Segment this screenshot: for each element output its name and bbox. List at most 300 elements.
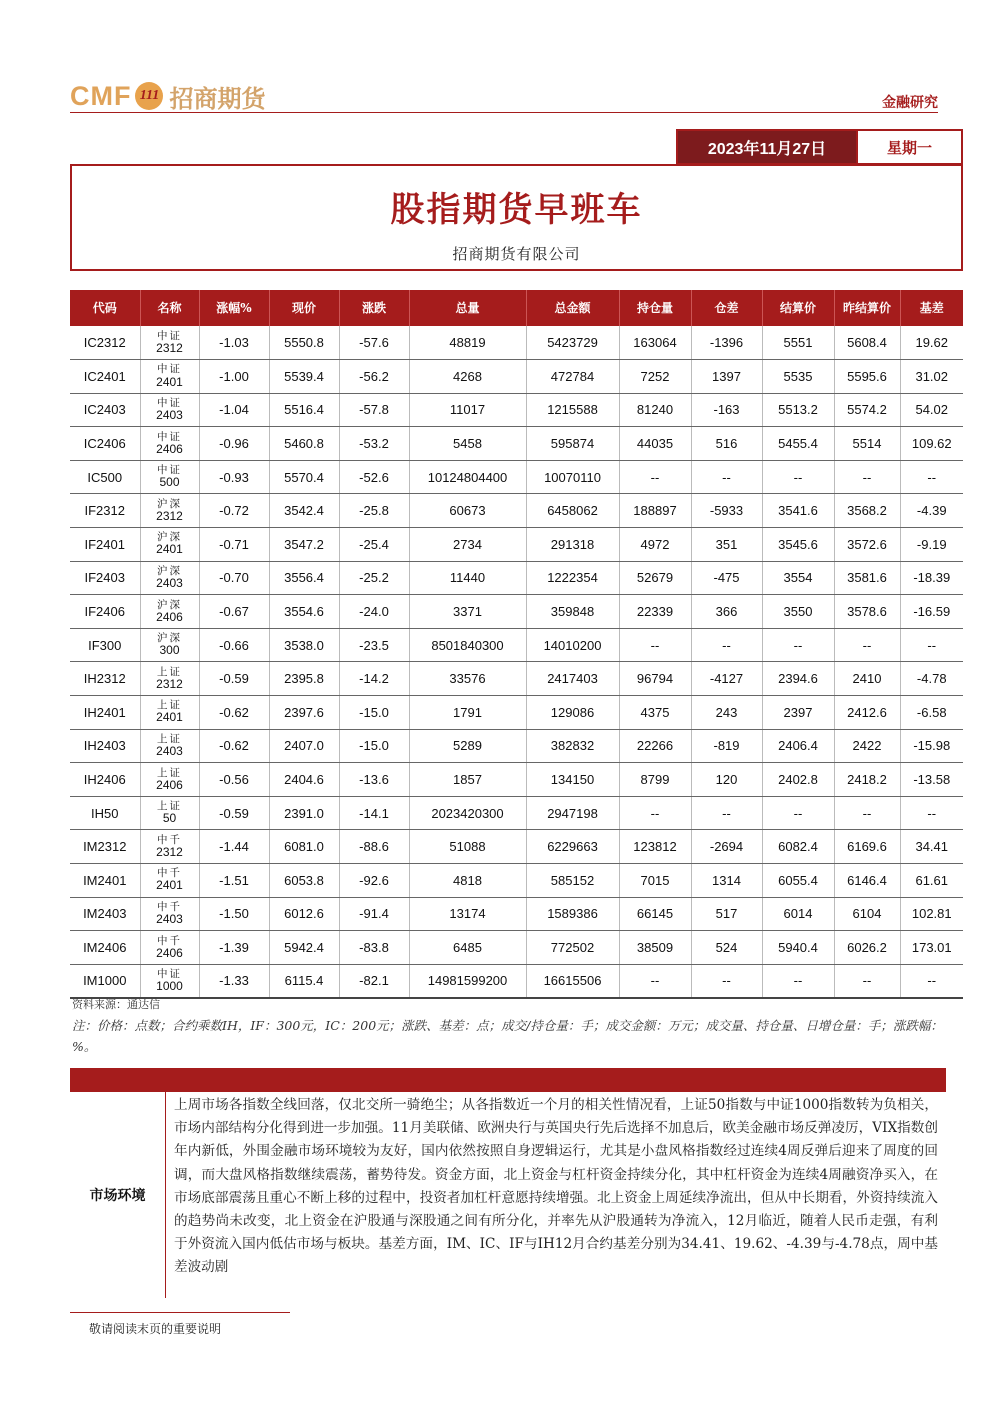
cell-prev-settle: 6026.2 (834, 931, 900, 965)
cell-oi-chg: 351 (691, 528, 762, 562)
cell-name (140, 528, 199, 562)
cell-prev-settle: 6146.4 (834, 864, 900, 898)
cell-settle: 5551 (762, 326, 834, 360)
cell-price: 2404.6 (269, 763, 339, 797)
cell-code: IH50 (70, 796, 140, 830)
name-index: 上证 (157, 732, 182, 745)
futures-quote-table (70, 290, 963, 999)
cell-basis: -- (900, 628, 963, 662)
cell-prev-settle: 3568.2 (834, 494, 900, 528)
cell-price: 3542.4 (269, 494, 339, 528)
name-month: 2403 (156, 744, 183, 759)
section-label: 市场环境 (70, 1092, 166, 1298)
cell-chg: -25.2 (339, 561, 409, 595)
cell-amt: 595874 (526, 427, 619, 461)
table-row (70, 460, 963, 494)
cell-amt: 6229663 (526, 830, 619, 864)
cell-code: IH2406 (70, 763, 140, 797)
cell-pct: -0.70 (199, 561, 269, 595)
cell-oi: 4972 (619, 528, 691, 562)
table-row (70, 696, 963, 730)
cell-chg: -14.2 (339, 662, 409, 696)
cell-name (140, 796, 199, 830)
cell-code: IH2401 (70, 696, 140, 730)
company-name: 招商期货有限公司 (452, 245, 581, 263)
cell-chg: -24.0 (339, 595, 409, 629)
cell-code: IM2401 (70, 864, 140, 898)
table-row (70, 561, 963, 595)
cell-amt: 5423729 (526, 326, 619, 360)
cell-oi: 7015 (619, 864, 691, 898)
cell-oi-chg: 243 (691, 696, 762, 730)
cell-basis: -13.58 (900, 763, 963, 797)
name-month: 300 (159, 643, 180, 658)
cell-prev-settle: 6169.6 (834, 830, 900, 864)
cell-vol: 3371 (409, 595, 526, 629)
cell-price: 2407.0 (269, 729, 339, 763)
cell-vol: 10124804400 (409, 460, 526, 494)
cell-oi-chg: 366 (691, 595, 762, 629)
name-index: 上证 (157, 766, 182, 779)
cell-name (140, 595, 199, 629)
cell-chg: -15.0 (339, 729, 409, 763)
cell-vol: 2023420300 (409, 796, 526, 830)
page-title: 股指期货早班车 (390, 190, 643, 230)
cell-amt: 1215588 (526, 393, 619, 427)
category-label: 金融研究 (882, 95, 938, 111)
cell-price: 5570.4 (269, 460, 339, 494)
cell-oi-chg: 1314 (691, 864, 762, 898)
cell-amt: 10070110 (526, 460, 619, 494)
cell-amt: 382832 (526, 729, 619, 763)
cell-oi: 22339 (619, 595, 691, 629)
cell-price: 3538.0 (269, 628, 339, 662)
cell-prev-settle: -- (834, 796, 900, 830)
name-month: 2401 (156, 878, 183, 893)
cell-basis: -- (900, 796, 963, 830)
cell-settle: 2394.6 (762, 662, 834, 696)
cell-code: IF2401 (70, 528, 140, 562)
name-index: 沪深 (157, 565, 182, 578)
cell-name (140, 729, 199, 763)
section-body-text: 上周市场各指数全线回落，仅北交所一骑绝尘；从各指数近一个月的相关性情况看，上证50指数与中证1000指数转为负相关，市场内部结构分化得到进一步加强。11月美联储、欧洲央行与英国央行先后选择不加息后，欧美金融市场反弹凌厉，VIX指数创年内新低，外围金融市场环境较为友好，国内依然按照自身逻辑运行，尤其是小盘风格指数经过连续4周反弹后迎来了周度的回调，而大盘风格指数继续震荡，蓄势待发。资金方面，北上资金与杠杆资金持续分化，其中杠杆资金为连续4周融资净买入，在市场底部震荡且重心不断上移的过程中，投资者加杠杆意愿持续增强。北上资金上周延续净流出，但从中长期看，外资持续流入的趋势尚未改变，北上资金在沪股通与深股通之间有所分化，并率先从沪股通转为净流入，12月临近，随着人民币走强，有利于外资流入国内低估市场与板块。基差方面，IM、IC、IF与IH12月合约基差分别为34.41、19.62、-4.39与-4.78点，周中基差波动剧 (174, 1097, 938, 1276)
market-environment-section (70, 1092, 946, 1298)
cell-name (140, 427, 199, 461)
cell-pct: -1.44 (199, 830, 269, 864)
cell-oi-chg: 524 (691, 931, 762, 965)
cell-oi-chg: -475 (691, 561, 762, 595)
cell-chg: -82.1 (339, 964, 409, 998)
cell-prev-settle: 2412.6 (834, 696, 900, 730)
column-header: 仓差 (691, 290, 762, 326)
name-index: 上证 (157, 800, 182, 813)
cell-amt: 16615506 (526, 964, 619, 998)
cell-pct: -1.39 (199, 931, 269, 965)
cell-basis: -9.19 (900, 528, 963, 562)
cell-amt: 772502 (526, 931, 619, 965)
cell-chg: -92.6 (339, 864, 409, 898)
name-index: 中证 (157, 464, 182, 477)
cell-vol: 4818 (409, 864, 526, 898)
cell-vol: 5458 (409, 427, 526, 461)
date-box (676, 129, 963, 165)
name-index: 沪深 (157, 632, 182, 645)
table-row (70, 326, 963, 360)
cell-settle: 5455.4 (762, 427, 834, 461)
footer-divider (70, 1312, 290, 1313)
cell-vol: 11440 (409, 561, 526, 595)
cell-amt: 129086 (526, 696, 619, 730)
cell-prev-settle: 2422 (834, 729, 900, 763)
table-row (70, 393, 963, 427)
cell-oi: 7252 (619, 360, 691, 394)
cell-oi-chg: 516 (691, 427, 762, 461)
report-date: 2023年11月27日 (678, 131, 856, 163)
cell-chg: -13.6 (339, 763, 409, 797)
cell-amt: 291318 (526, 528, 619, 562)
cell-oi: 8799 (619, 763, 691, 797)
cell-pct: -1.51 (199, 864, 269, 898)
table-row (70, 528, 963, 562)
cell-oi: 123812 (619, 830, 691, 864)
cell-pct: -0.72 (199, 494, 269, 528)
cell-prev-settle: 5608.4 (834, 326, 900, 360)
column-header: 基差 (900, 290, 963, 326)
cell-pct: -0.71 (199, 528, 269, 562)
cell-pct: -1.04 (199, 393, 269, 427)
name-index: 上证 (157, 699, 182, 712)
cell-name (140, 830, 199, 864)
cell-pct: -0.67 (199, 595, 269, 629)
cell-pct: -1.33 (199, 964, 269, 998)
cell-pct: -0.93 (199, 460, 269, 494)
report-weekday: 星期一 (856, 131, 961, 163)
cell-price: 6012.6 (269, 897, 339, 931)
cell-code: IM2403 (70, 897, 140, 931)
cell-oi: 96794 (619, 662, 691, 696)
cell-oi: 163064 (619, 326, 691, 360)
cell-settle: 3550 (762, 595, 834, 629)
cell-oi-chg: -- (691, 628, 762, 662)
name-index: 中千 (157, 867, 182, 880)
name-month: 1000 (156, 978, 183, 993)
column-header: 总金额 (526, 290, 619, 326)
table-row (70, 796, 963, 830)
cell-settle: 5535 (762, 360, 834, 394)
data-source: 资料来源：通达信 (72, 998, 160, 1011)
column-header: 持仓量 (619, 290, 691, 326)
name-index: 沪深 (157, 531, 182, 544)
cell-price: 3547.2 (269, 528, 339, 562)
cell-amt: 6458062 (526, 494, 619, 528)
column-header: 总量 (409, 290, 526, 326)
cell-basis: 54.02 (900, 393, 963, 427)
cell-pct: -0.59 (199, 662, 269, 696)
cell-oi-chg: -5933 (691, 494, 762, 528)
name-index: 中千 (157, 934, 182, 947)
cell-chg: -52.6 (339, 460, 409, 494)
cell-oi: 44035 (619, 427, 691, 461)
cell-code: IM1000 (70, 964, 140, 998)
name-month: 2403 (156, 576, 183, 591)
cell-basis: -4.39 (900, 494, 963, 528)
cell-code: IF2403 (70, 561, 140, 595)
cell-oi-chg: -2694 (691, 830, 762, 864)
cell-oi-chg: 120 (691, 763, 762, 797)
cell-amt: 359848 (526, 595, 619, 629)
cell-vol: 1791 (409, 696, 526, 730)
cell-basis: 19.62 (900, 326, 963, 360)
column-header: 涨跌 (339, 290, 409, 326)
cell-price: 6053.8 (269, 864, 339, 898)
cell-basis: 34.41 (900, 830, 963, 864)
cell-basis: -16.59 (900, 595, 963, 629)
cell-pct: -0.62 (199, 696, 269, 730)
cell-pct: -1.00 (199, 360, 269, 394)
cell-vol: 8501840300 (409, 628, 526, 662)
cell-oi-chg: -- (691, 460, 762, 494)
cell-pct: -1.03 (199, 326, 269, 360)
cell-oi: -- (619, 460, 691, 494)
cell-code: IC500 (70, 460, 140, 494)
cell-code: IM2406 (70, 931, 140, 965)
table-row (70, 494, 963, 528)
cell-code: IC2403 (70, 393, 140, 427)
table-row (70, 729, 963, 763)
cell-vol: 6485 (409, 931, 526, 965)
cell-settle: -- (762, 796, 834, 830)
cell-prev-settle: 2418.2 (834, 763, 900, 797)
cell-pct: -0.59 (199, 796, 269, 830)
name-month: 50 (162, 811, 177, 826)
cell-price: 5460.8 (269, 427, 339, 461)
cell-chg: -23.5 (339, 628, 409, 662)
cell-chg: -25.4 (339, 528, 409, 562)
name-month: 2312 (156, 676, 183, 691)
cell-vol: 48819 (409, 326, 526, 360)
cell-price: 2391.0 (269, 796, 339, 830)
name-index: 中证 (157, 329, 182, 342)
cell-pct: -0.62 (199, 729, 269, 763)
cell-vol: 5289 (409, 729, 526, 763)
cell-name (140, 460, 199, 494)
cell-amt: 2947198 (526, 796, 619, 830)
cell-oi: 52679 (619, 561, 691, 595)
cell-amt: 585152 (526, 864, 619, 898)
units-note: 注：价格：点数；合约乘数IH，IF：300元，IC：200元；涨跌、基差：点；成交/持仓量：手；成交金额：万元；成交量、持仓量、日增仓量：手；涨跌幅：%。 (72, 1018, 943, 1054)
name-month: 2401 (156, 374, 183, 389)
cell-code: IF2312 (70, 494, 140, 528)
cell-name (140, 360, 199, 394)
cell-vol: 14981599200 (409, 964, 526, 998)
cell-oi: 38509 (619, 931, 691, 965)
section-header-band (70, 1068, 946, 1092)
cell-chg: -88.6 (339, 830, 409, 864)
name-index: 沪深 (157, 598, 182, 611)
table-row (70, 830, 963, 864)
cell-name (140, 494, 199, 528)
logo-badge-icon: 111 (135, 82, 163, 110)
name-month: 2403 (156, 408, 183, 423)
cell-oi-chg: -163 (691, 393, 762, 427)
table-row (70, 427, 963, 461)
cell-chg: -91.4 (339, 897, 409, 931)
header-divider (70, 112, 938, 113)
cell-oi-chg: 517 (691, 897, 762, 931)
cell-basis: -- (900, 460, 963, 494)
cell-code: IC2312 (70, 326, 140, 360)
name-index: 沪深 (157, 497, 182, 510)
cell-code: IH2403 (70, 729, 140, 763)
name-index: 中证 (157, 967, 182, 980)
cell-name (140, 628, 199, 662)
cell-basis: -- (900, 964, 963, 998)
cell-name (140, 931, 199, 965)
cell-price: 5539.4 (269, 360, 339, 394)
cell-settle: 3554 (762, 561, 834, 595)
cell-prev-settle: 6104 (834, 897, 900, 931)
cell-chg: -53.2 (339, 427, 409, 461)
cell-basis: 109.62 (900, 427, 963, 461)
table-row (70, 897, 963, 931)
cell-amt: 2417403 (526, 662, 619, 696)
cell-prev-settle: 5595.6 (834, 360, 900, 394)
name-month: 2406 (156, 777, 183, 792)
name-index: 中证 (157, 363, 182, 376)
cell-prev-settle: -- (834, 964, 900, 998)
cell-pct: -0.66 (199, 628, 269, 662)
cell-oi: 4375 (619, 696, 691, 730)
table-row (70, 763, 963, 797)
cell-vol: 11017 (409, 393, 526, 427)
cell-oi: 81240 (619, 393, 691, 427)
cell-amt: 134150 (526, 763, 619, 797)
name-month: 2401 (156, 542, 183, 557)
cell-oi-chg: -- (691, 964, 762, 998)
cell-vol: 51088 (409, 830, 526, 864)
cell-settle: 2402.8 (762, 763, 834, 797)
cell-name (140, 662, 199, 696)
cell-pct: -0.56 (199, 763, 269, 797)
cell-settle: 6082.4 (762, 830, 834, 864)
cell-settle: 5940.4 (762, 931, 834, 965)
cell-prev-settle: 3578.6 (834, 595, 900, 629)
title-box (70, 164, 963, 271)
column-header: 涨幅% (199, 290, 269, 326)
name-index: 中证 (157, 397, 182, 410)
column-header: 昨结算价 (834, 290, 900, 326)
cell-prev-settle: -- (834, 460, 900, 494)
cell-prev-settle: 3581.6 (834, 561, 900, 595)
cell-amt: 14010200 (526, 628, 619, 662)
name-month: 2312 (156, 340, 183, 355)
cell-chg: -25.8 (339, 494, 409, 528)
table-row (70, 595, 963, 629)
cell-name (140, 561, 199, 595)
cell-settle: 3541.6 (762, 494, 834, 528)
cell-chg: -57.6 (339, 326, 409, 360)
cell-oi-chg: 1397 (691, 360, 762, 394)
cell-chg: -14.1 (339, 796, 409, 830)
logo-cmf-text: CMF (70, 80, 132, 111)
cell-vol: 33576 (409, 662, 526, 696)
name-month: 2312 (156, 844, 183, 859)
cell-code: IC2401 (70, 360, 140, 394)
cell-oi: 66145 (619, 897, 691, 931)
cell-settle: 5513.2 (762, 393, 834, 427)
table-row (70, 662, 963, 696)
cell-basis: 31.02 (900, 360, 963, 394)
logo-company-name: 招商期货 (169, 83, 266, 113)
footer-disclaimer: 敬请阅读末页的重要说明 (89, 1322, 222, 1336)
cell-chg: -56.2 (339, 360, 409, 394)
cell-vol: 2734 (409, 528, 526, 562)
cell-vol: 4268 (409, 360, 526, 394)
cell-name (140, 864, 199, 898)
table-row (70, 864, 963, 898)
cell-settle: -- (762, 460, 834, 494)
cell-oi-chg: -4127 (691, 662, 762, 696)
cell-price: 3556.4 (269, 561, 339, 595)
cell-oi-chg: -- (691, 796, 762, 830)
cell-prev-settle: 5574.2 (834, 393, 900, 427)
column-header: 结算价 (762, 290, 834, 326)
cell-name (140, 897, 199, 931)
cell-code: IC2406 (70, 427, 140, 461)
cell-prev-settle: -- (834, 628, 900, 662)
name-month: 2312 (156, 508, 183, 523)
cell-name (140, 763, 199, 797)
name-month: 500 (159, 475, 180, 490)
cell-settle: 3545.6 (762, 528, 834, 562)
cell-settle: 2397 (762, 696, 834, 730)
column-header: 现价 (269, 290, 339, 326)
cell-amt: 1589386 (526, 897, 619, 931)
cell-name (140, 326, 199, 360)
cell-amt: 472784 (526, 360, 619, 394)
cell-pct: -1.50 (199, 897, 269, 931)
cell-chg: -15.0 (339, 696, 409, 730)
table-row (70, 628, 963, 662)
cell-oi: -- (619, 964, 691, 998)
cell-oi: -- (619, 796, 691, 830)
cell-chg: -57.8 (339, 393, 409, 427)
cell-price: 3554.6 (269, 595, 339, 629)
table-row (70, 931, 963, 965)
cell-code: IF300 (70, 628, 140, 662)
cell-oi: -- (619, 628, 691, 662)
cell-chg: -83.8 (339, 931, 409, 965)
cell-price: 5516.4 (269, 393, 339, 427)
cell-name (140, 964, 199, 998)
cell-basis: 102.81 (900, 897, 963, 931)
cell-basis: -6.58 (900, 696, 963, 730)
cell-oi-chg: -1396 (691, 326, 762, 360)
name-month: 2403 (156, 912, 183, 927)
cell-code: IH2312 (70, 662, 140, 696)
name-month: 2401 (156, 710, 183, 725)
cell-pct: -0.96 (199, 427, 269, 461)
cell-basis: -18.39 (900, 561, 963, 595)
cell-price: 2395.8 (269, 662, 339, 696)
cell-basis: 61.61 (900, 864, 963, 898)
cell-settle: 2406.4 (762, 729, 834, 763)
company-logo (70, 80, 265, 112)
table-row (70, 360, 963, 394)
name-month: 2406 (156, 441, 183, 456)
name-index: 中证 (157, 430, 182, 443)
cell-vol: 1857 (409, 763, 526, 797)
